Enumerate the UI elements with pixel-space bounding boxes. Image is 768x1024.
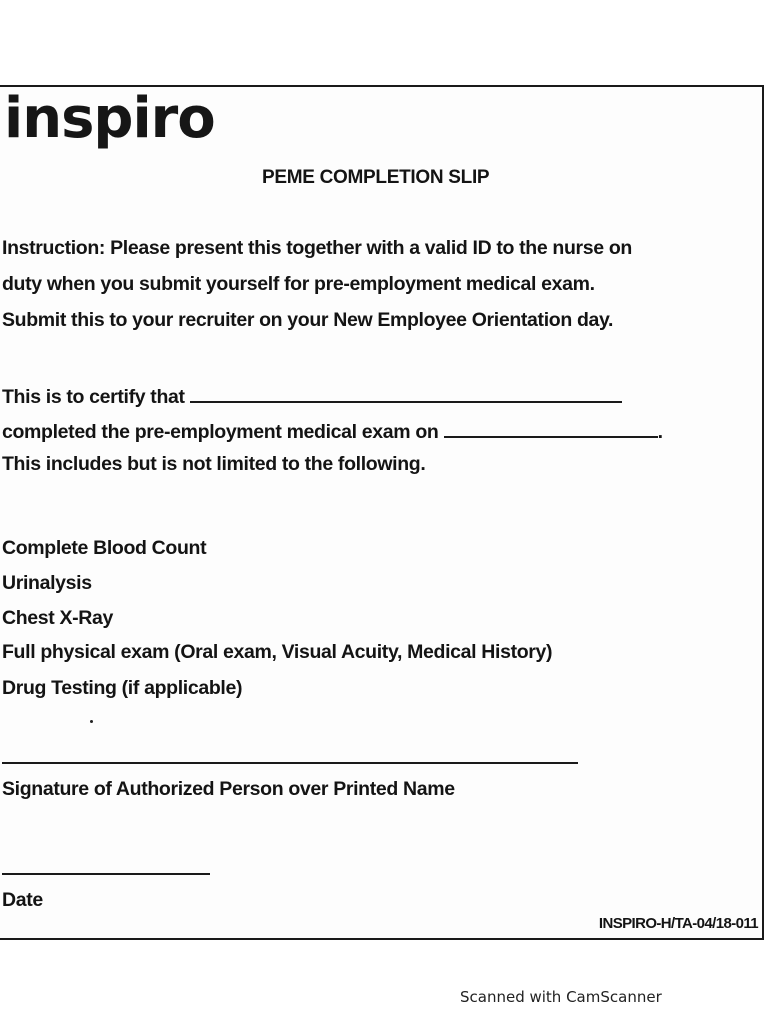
test-item-drug-testing: Drug Testing (if applicable) [2, 677, 243, 699]
signature-label: Signature of Authorized Person over Printed Name [2, 778, 455, 800]
test-item-cbc: Complete Blood Count [2, 537, 207, 559]
certify-line [2, 385, 622, 408]
instruction-line-2: duty when you submit yourself for pre-employment medical exam. [2, 273, 595, 295]
camscanner-watermark: Scanned with CamScanner [460, 988, 662, 1006]
certify-prefix: This is to certify that [2, 386, 185, 408]
test-item-chest-xray: Chest X-Ray [2, 607, 114, 629]
scan-speck [90, 720, 93, 723]
completion-slip [0, 85, 764, 940]
inspiro-logo: inspiro [4, 86, 215, 151]
exam-date-blank[interactable] [444, 420, 658, 438]
date-line[interactable] [2, 873, 210, 875]
instruction-line-3: Submit this to your recruiter on your New Employee Orientation day. [2, 309, 614, 331]
form-code: INSPIRO-H/TA-04/18-011 [598, 915, 758, 932]
completed-line [2, 420, 663, 443]
completed-suffix: . [657, 421, 663, 443]
completed-text: completed the pre-employment medical exam on [2, 421, 439, 443]
employee-name-blank[interactable] [190, 385, 622, 403]
test-item-physical-exam: Full physical exam (Oral exam, Visual Acuity, Medical History) [2, 641, 553, 663]
signature-line[interactable] [2, 762, 578, 764]
slip-title: PEME COMPLETION SLIP [262, 167, 490, 188]
date-label: Date [2, 889, 43, 911]
test-item-urinalysis: Urinalysis [2, 572, 92, 594]
instruction-line-1: Instruction: Please present this together with a valid ID to the nurse on [2, 237, 632, 259]
includes-line: This includes but is not limited to the following. [2, 453, 426, 475]
